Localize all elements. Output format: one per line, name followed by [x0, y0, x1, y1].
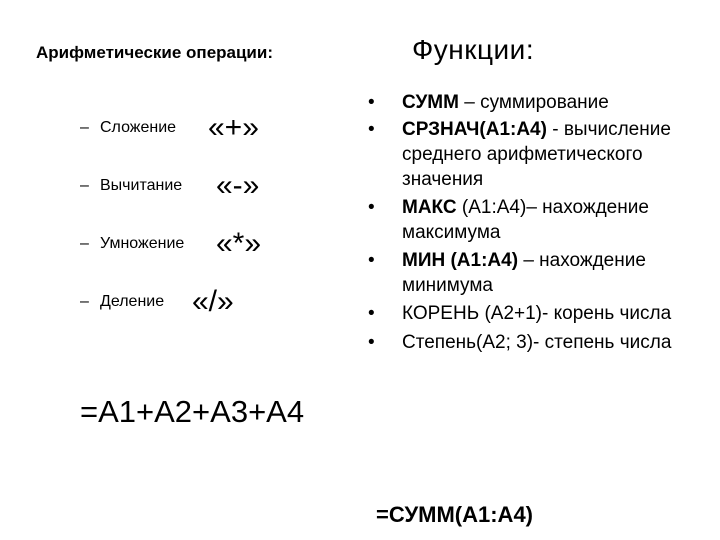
operation-name: Умножение [100, 235, 185, 252]
dash: – [80, 177, 89, 194]
function-item-sqrt [368, 301, 708, 326]
function-item-min [368, 248, 708, 298]
function-description: (А1:А4)– нахождение максимума [402, 197, 649, 243]
operation-symbol: «/» [192, 285, 234, 318]
function-name: СУММ [402, 92, 459, 113]
function-name: МАКС [402, 197, 457, 218]
bullet: • [368, 250, 375, 271]
arithmetic-operations-heading: Арифметические операции: [36, 43, 273, 62]
bullet: • [368, 303, 375, 324]
operation-symbol: «-» [216, 169, 260, 202]
functions-list [368, 90, 708, 355]
bullet: • [368, 197, 375, 218]
operation-name: Сложение [100, 119, 177, 136]
dash: – [80, 293, 89, 310]
function-description: – нахождение минимума [402, 250, 646, 296]
bullet: • [368, 332, 375, 353]
operation-symbol: «*» [216, 227, 262, 260]
function-description: - вычисление среднего арифметического значения [402, 119, 671, 190]
dash: – [80, 119, 89, 136]
bullet: • [368, 119, 375, 140]
operation-symbol: «+» [208, 111, 259, 144]
operation-name: Деление [100, 293, 165, 310]
function-item-power [368, 330, 708, 355]
function-name: МИН (А1:А4) [402, 250, 519, 271]
addition-formula: =A1+A2+A3+A4 [80, 394, 305, 429]
function-item-max [368, 195, 708, 245]
bullet: • [368, 92, 375, 113]
function-item-average [368, 117, 708, 192]
sum-formula: =СУММ(A1:A4) [376, 502, 534, 527]
function-item-sum [368, 90, 708, 115]
operation-name: Вычитание [100, 177, 183, 194]
functions-heading: Функции: [412, 34, 535, 65]
function-description: – суммирование [458, 92, 609, 113]
function-name: СРЗНАЧ(А1:А4) [402, 119, 547, 140]
dash: – [80, 235, 89, 252]
function-description: КОРЕНЬ (А2+1)- корень числа [402, 303, 672, 324]
function-description: Степень(А2; 3)- степень числа [402, 332, 672, 353]
